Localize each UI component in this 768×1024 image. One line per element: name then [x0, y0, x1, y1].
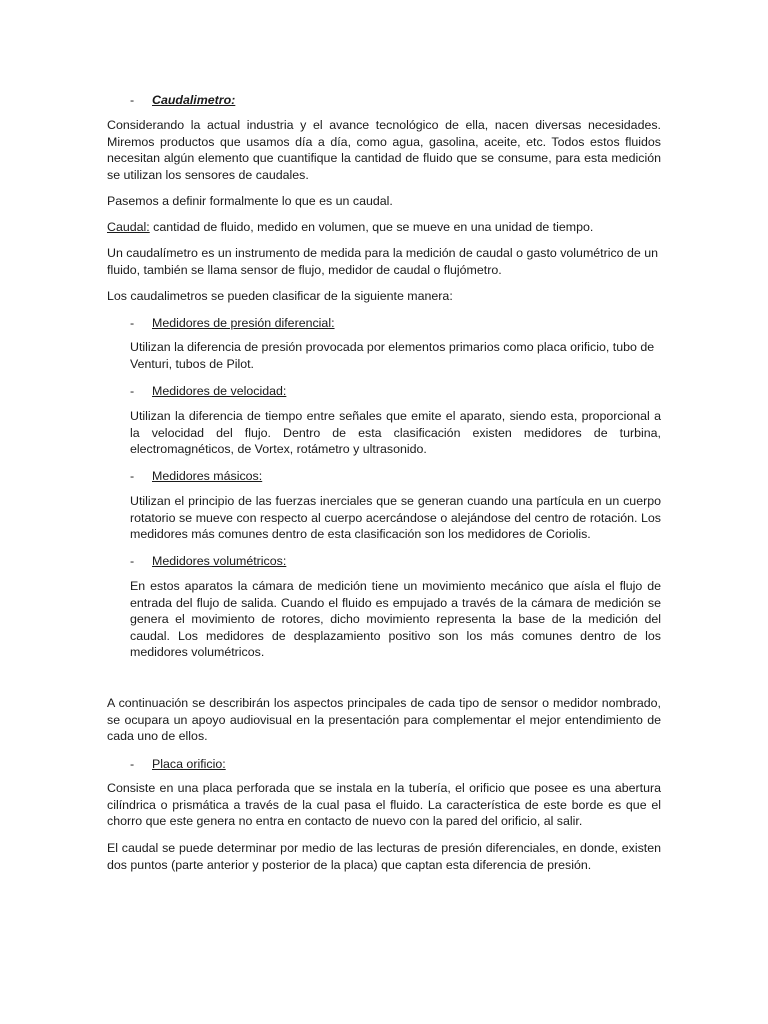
subheading-masicos: Medidores másicos: [152, 469, 263, 483]
velocidad-paragraph: Utilizan la diferencia de tiempo entre señales que emite el aparato, siendo esta, proporcional a la velocidad del flujo. Dentro de esta clasificación existen medidores de turbina, electromagnéticos, de Vortex, rotámetro y ultrasonido. [130, 409, 661, 457]
subheading-velocidad: Medidores de velocidad: [152, 384, 287, 398]
bullet-dash: - [130, 554, 135, 568]
placa-pressure-paragraph: El caudal se puede determinar por medio de las lecturas de presión diferenciales, en donde, existen dos puntos (parte anterior y posterior de la placa) que captan esta diferencia de presión. [107, 841, 661, 872]
volumetricos-paragraph: En estos aparatos la cámara de medición tiene un movimiento mecánico que aísla el flujo de entrada del flujo de salida. Cuando el fluido es empujado a través de la cámara de medición se genera el movimiento de rotores, dicho movimiento representa la base de la medición del caudal. Los medidores de desplazamiento positivo son los más comunes dentro de los medidores volumétricos. [130, 579, 661, 660]
define-intro-paragraph: Pasemos a definir formalmente lo que es un caudal. [107, 194, 393, 208]
bullet-dash: - [130, 93, 135, 107]
bullet-dash: - [130, 384, 135, 398]
classification-intro-paragraph: Los caudalimetros se pueden clasificar de la siguiente manera: [107, 289, 453, 303]
subheading-volumetricos: Medidores volumétricos: [152, 554, 287, 568]
presion-diferencial-paragraph: Utilizan la diferencia de presión provocada por elementos primarios como placa orificio, tubo de Venturi, tubos de Pilot. [130, 340, 655, 371]
section-heading-caudalimetro: Caudalimetro: [152, 93, 236, 107]
masicos-paragraph: Utilizan el principio de las fuerzas inerciales que se generan cuando una partícula en un cuerpo rotatorio se mueve con respecto al cuerpo acercándose o alejándose del centro de rotación. Los medidores más comunes dentro de esta clasificación son los medidores de Coriolis. [130, 494, 661, 542]
caudal-definition-text: cantidad de fluido, medido en volumen, que se mueve en una unidad de tiempo. [149, 220, 594, 234]
bullet-dash: - [130, 316, 135, 330]
subheading-presion-diferencial: Medidores de presión diferencial: [152, 316, 335, 330]
caudal-definition-paragraph [107, 219, 661, 236]
subheading-placa-orificio: Placa orificio: [152, 757, 226, 771]
placa-orificio-paragraph: Consiste en una placa perforada que se instala en la tubería, el orificio que posee es una abertura cilíndrica o prismática a través de la cual pasa el fluido. La característica de este borde es que el chorro que este genera no entra en contacto de nuevo con la pared del orificio, al salir. [107, 781, 661, 829]
bullet-dash: - [130, 757, 135, 771]
caudalimetro-definition-paragraph: Un caudalímetro es un instrumento de medida para la medición de caudal o gasto volumétrico de un fluido, también se llama sensor de flujo, medidor de caudal o flujómetro. [107, 246, 659, 277]
intro-paragraph: Considerando la actual industria y el avance tecnológico de ella, nacen diversas necesidades. Miremos productos que usamos día a día, como agua, gasolina, aceite, etc. Todos estos fluidos necesitan algún elemento que cuantifique la cantidad de fluido que se consume, para esta medición se utilizan los sensores de caudales. [107, 118, 661, 182]
bullet-dash: - [130, 469, 135, 483]
continuation-paragraph: A continuación se describirán los aspectos principales de cada tipo de sensor o medidor nombrado, se ocupara un apoyo audiovisual en la presentación para complementar el mejor entendimiento de cada uno de ellos. [107, 696, 661, 744]
caudal-term: Caudal: [107, 220, 150, 234]
